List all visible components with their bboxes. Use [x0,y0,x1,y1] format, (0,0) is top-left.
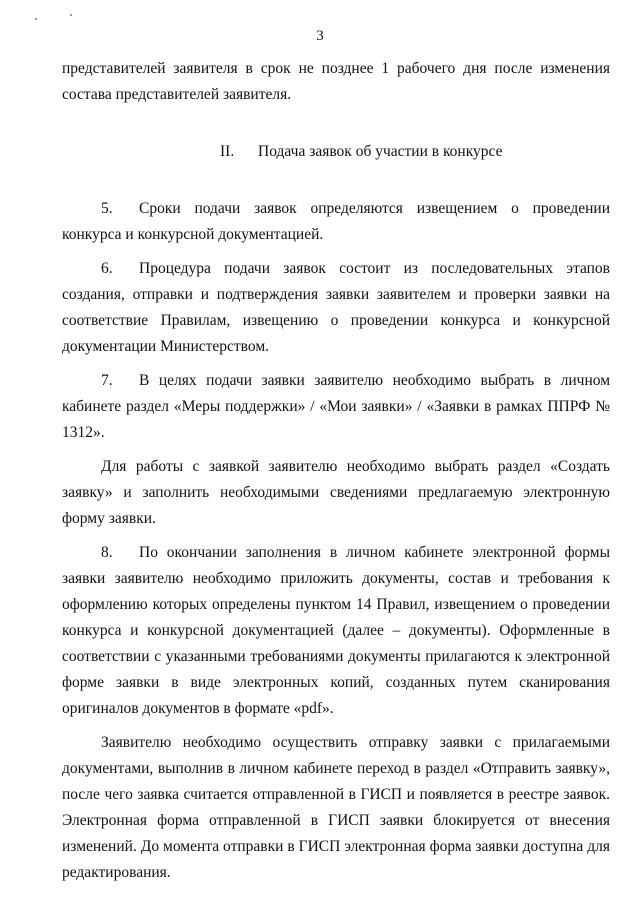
paragraph-6 [62,256,610,360]
paragraph-number: 6. [101,260,113,277]
paragraph-text: В целях подачи заявки заявителю необходимо выбрать в личном кабинете раздел «Меры поддержки» / «Мои заявки» / «Заявки в рамках ППРФ № 1312». [62,372,610,441]
intro-paragraph: представителей заявителя в срок не позднее 1 рабочего дня после изменения состава представителей заявителя. [62,60,610,103]
section-heading [62,139,610,165]
scan-speck [35,18,37,20]
section-numeral: II. [220,143,235,160]
paragraph-number: 5. [101,200,113,217]
paragraph-text: Сроки подачи заявок определяются извещением о проведении конкурса и конкурсной документацией. [62,200,610,243]
scan-speck [70,14,72,16]
paragraph-7 [62,368,610,446]
paragraph-text: Процедура подачи заявок состоит из последовательных этапов создания, отправки и подтверждения заявки заявителем и проверки заявки на соответствие Правилам, извещению о проведении конкурса и конкурсной документации Министерством. [62,260,610,355]
paragraph-7-continued: Для работы с заявкой заявителю необходимо выбрать раздел «Создать заявку» и заполнить необходимыми сведениями предлагаемую электронную форму заявки. [62,458,610,527]
page-number: 3 [316,28,324,44]
paragraph-text: По окончании заполнения в личном кабинете электронной формы заявки заявителю необходимо приложить документы, состав и требования к оформлению которых определены пунктом 14 Правил, извещением о проведении конкурса и конкурсной документацией (далее – документы). Оформленные в соответствии с указанными требованиями документы прилагаются к электронной форме заявки в виде электронных копий, созданных путем сканирования оригиналов документов в формате «pdf». [62,544,610,717]
paragraph-8-continued: Заявителю необходимо осуществить отправку заявки с прилагаемыми документами, выполнив в личном кабинете переход в раздел «Отправить заявку», после чего заявка считается отправленной в ГИСП и появляется в реестре заявок. Электронная форма отправленной в ГИСП заявки блокируется от внесения изменений. До момента отправки в ГИСП электронная форма заявки доступна для редактирования. [62,734,610,881]
paragraph-number: 7. [101,372,113,389]
paragraph-number: 8. [101,544,113,561]
paragraph-5 [62,196,610,248]
paragraph-8 [62,540,610,722]
section-title: Подача заявок об участии в конкурсе [258,143,503,160]
document-body [62,56,610,886]
